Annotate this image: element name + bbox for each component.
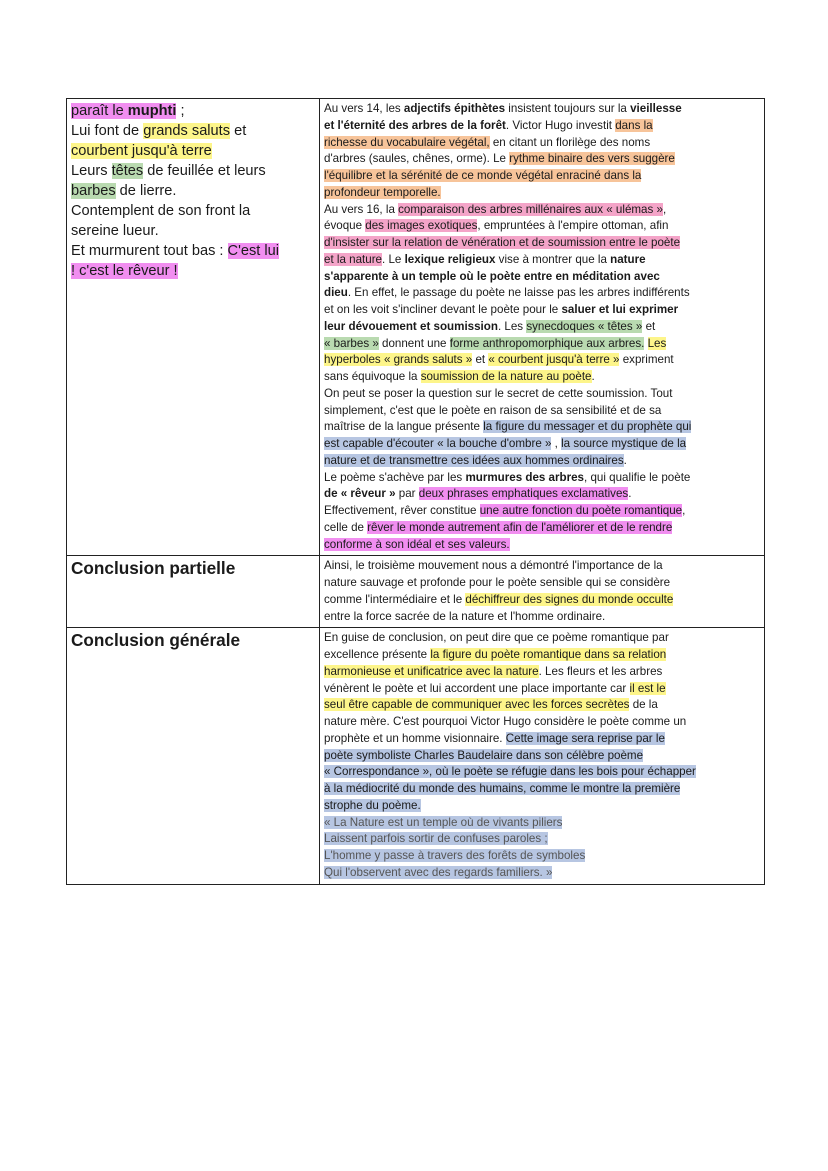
partial-conclusion-text	[324, 558, 760, 625]
general-conclusion-heading: Conclusion générale	[67, 628, 320, 884]
text-line	[324, 151, 760, 168]
text-run: nature sauvage et profonde pour le poète sensible qui se considère	[324, 576, 671, 589]
text-line	[324, 865, 760, 882]
text-line	[324, 319, 760, 336]
text-line	[324, 168, 760, 185]
text-line	[71, 181, 315, 201]
highlighted-text: des images exotiques	[365, 219, 478, 233]
highlighted-text: barbes	[71, 183, 116, 199]
text-run: Et murmurent tout bas :	[71, 243, 228, 259]
text-run: saluer et lui exprimer	[561, 303, 679, 316]
highlighted-text: conforme à son idéal et ses valeurs.	[324, 537, 510, 551]
highlighted-text: « Correspondance », où le poète se réfugie dans les bois pour échapper	[324, 765, 696, 779]
text-line	[324, 630, 760, 647]
highlighted-text: rêver le monde autrement afin de l'améliorer et de le rendre	[367, 520, 673, 534]
text-run: . Les fleurs et les arbres	[538, 664, 663, 678]
highlighted-text: l'équilibre et la sérénité de ce monde végétal enraciné dans la	[324, 169, 642, 182]
text-line	[324, 681, 760, 698]
text-run: Lui font de	[71, 123, 144, 139]
text-run: simplement, c'est que le poète en raison de sa sensibilité et de sa	[324, 403, 662, 417]
text-line	[324, 369, 760, 386]
highlighted-text: grands saluts	[143, 123, 231, 139]
text-run: et on les voit s'incliner devant le poète pour le	[324, 303, 562, 316]
highlighted-text: Laissent parfois sortir de confuses paroles ;	[324, 832, 548, 846]
text-run: de lierre.	[115, 183, 177, 199]
text-line	[324, 486, 760, 503]
highlighted-text: courbent jusqu'à terre	[71, 143, 212, 159]
text-run: vieillesse	[630, 102, 682, 115]
highlighted-text: profondeur temporelle.	[324, 185, 441, 199]
highlighted-text: dans la	[615, 118, 653, 132]
highlighted-text: une autre fonction du poète romantique	[479, 504, 683, 517]
text-line	[71, 221, 315, 241]
highlighted-text: poète symboliste Charles Baudelaire dans son célèbre poème	[324, 748, 644, 762]
text-line	[71, 121, 315, 141]
text-line	[324, 558, 760, 575]
text-run: donnent une	[378, 336, 450, 350]
text-run: prophète et un homme visionnaire.	[324, 731, 506, 745]
partial-conclusion-cell	[320, 556, 765, 628]
text-run: et	[472, 353, 489, 367]
highlighted-text: L'homme y passe à travers des forêts de symboles	[324, 849, 586, 862]
text-line	[324, 697, 760, 714]
text-line	[71, 101, 315, 121]
text-line	[324, 731, 760, 748]
text-run: et l'éternité des arbres de la forêt	[324, 118, 506, 132]
text-run: ,	[662, 202, 667, 216]
highlighted-text: richesse du vocabulaire végétal,	[324, 135, 490, 149]
text-line	[324, 537, 760, 554]
text-run: insistent toujours sur la	[505, 102, 631, 115]
table-row	[67, 628, 765, 884]
highlighted-text: Cette image sera reprise par le	[505, 731, 665, 745]
text-run: , empruntées à l'empire ottoman, afin	[477, 219, 669, 233]
text-run: En guise de conclusion, on peut dire que ce poème romantique par	[324, 631, 669, 645]
text-run: Leurs	[71, 163, 112, 179]
text-line	[324, 218, 760, 235]
text-run: On peut se poser la question sur le secret de cette soumission. Tout	[324, 386, 673, 400]
highlighted-text: C'est lui	[227, 243, 279, 259]
highlighted-text: « barbes »	[324, 336, 379, 350]
highlighted-text: la figure du poète romantique dans sa relation	[430, 648, 667, 661]
text-line	[324, 647, 760, 664]
poem-excerpt-cell	[67, 99, 320, 556]
text-run: celle de	[324, 520, 368, 534]
highlighted-text: harmonieuse et unificatrice avec la nature	[324, 664, 539, 678]
text-line	[324, 285, 760, 302]
text-run: sans équivoque la	[324, 370, 421, 383]
text-line	[324, 470, 760, 487]
text-run: s'apparente à un temple où le poète entre en méditation avec	[324, 269, 660, 283]
highlighted-text: muphti	[127, 103, 177, 119]
highlighted-text: à la médiocrité du monde des humains, comme le montre la première	[324, 782, 681, 795]
highlighted-text: « courbent jusqu'à terre »	[488, 353, 620, 367]
general-conclusion-cell	[320, 628, 765, 884]
text-line	[324, 235, 760, 252]
text-run: ,	[682, 504, 686, 517]
highlighted-text: déchiffreur des signes du monde occulte	[465, 592, 674, 606]
text-run: expriment	[619, 353, 674, 367]
text-run: sereine lueur.	[71, 223, 159, 239]
text-run: Effectivement, rêver constitue	[324, 504, 480, 517]
table-row	[67, 556, 765, 628]
text-run: ;	[176, 103, 185, 119]
text-line	[324, 436, 760, 453]
text-line	[324, 101, 760, 118]
text-line	[324, 269, 760, 286]
text-run: Le poème s'achève par les	[324, 470, 466, 484]
table-row	[67, 99, 765, 556]
highlighted-text: strophe du poème.	[324, 798, 421, 812]
highlighted-text: « La Nature est un temple où de vivants piliers	[324, 815, 563, 829]
text-line	[324, 252, 760, 269]
text-run: évoque	[324, 219, 366, 233]
text-line	[324, 403, 760, 420]
text-run: et	[642, 319, 656, 333]
highlighted-text: hyperboles « grands saluts »	[324, 353, 473, 367]
highlighted-text: Qui l'observent avec des regards familiers. »	[324, 865, 553, 879]
general-conclusion-text	[324, 630, 760, 881]
highlighted-text: d'insister sur la relation de vénération et de soumission entre le poète	[324, 236, 681, 249]
poem-excerpt	[71, 101, 315, 281]
text-line	[324, 764, 760, 781]
text-run: Au vers 14, les	[324, 102, 404, 115]
text-run: , qui qualifie le poète	[584, 470, 691, 484]
highlighted-text: la figure du messager et du prophète qui	[483, 420, 692, 434]
text-run: nature	[610, 252, 646, 266]
text-run: murmures des arbres	[465, 470, 585, 484]
text-line	[324, 503, 760, 520]
highlighted-text: nature et de transmettre ces idées aux hommes ordinaires	[324, 453, 624, 467]
highlighted-text: deux phrases emphatiques exclamatives	[418, 487, 629, 501]
text-line	[324, 848, 760, 865]
highlighted-text: comparaison des arbres millénaires aux « ulémas »	[398, 202, 663, 216]
text-run: en citant un florilège des noms	[489, 135, 651, 149]
partial-conclusion-heading: Conclusion partielle	[67, 556, 320, 628]
text-run: .	[623, 453, 627, 467]
text-line	[71, 261, 315, 281]
text-line	[324, 386, 760, 403]
text-line	[71, 241, 315, 261]
text-run: ,	[551, 437, 562, 450]
highlighted-text: est capable d'écouter « la bouche d'ombre »	[324, 437, 552, 450]
text-line	[324, 419, 760, 436]
text-run: d'arbres (saules, chênes, orme). Le	[324, 152, 510, 166]
text-line	[324, 118, 760, 135]
text-run: leur dévouement et soumission	[324, 319, 498, 333]
text-run: dieu	[324, 286, 348, 300]
text-line	[71, 161, 315, 181]
text-run: de feuillée et leurs	[143, 163, 266, 179]
text-line	[324, 664, 760, 681]
text-run: Ainsi, le troisième mouvement nous a démontré l'importance de la	[324, 559, 663, 573]
text-run: entre la force sacrée de la nature et l'homme ordinaire.	[324, 609, 606, 623]
highlighted-text: Les	[647, 336, 667, 350]
text-line	[71, 201, 315, 221]
text-line	[324, 592, 760, 609]
text-line	[324, 714, 760, 731]
text-run: Contemplent de son front la	[71, 203, 251, 219]
highlighted-text: soumission de la nature au poète	[420, 370, 592, 383]
text-run: maîtrise de la langue présente	[324, 420, 484, 434]
analysis-table	[66, 98, 765, 885]
highlighted-text: la source mystique de la	[561, 437, 687, 450]
highlighted-text: forme anthropomorphique aux arbres.	[449, 336, 645, 350]
analysis-cell	[320, 99, 765, 556]
text-line	[324, 302, 760, 319]
text-line	[324, 575, 760, 592]
text-line	[324, 748, 760, 765]
text-line	[324, 781, 760, 798]
text-run: . Le	[382, 252, 405, 266]
text-line	[324, 453, 760, 470]
highlighted-text: il est le	[629, 681, 666, 695]
highlighted-text: et la nature	[324, 252, 383, 266]
text-run: par	[395, 487, 419, 501]
text-line	[324, 336, 760, 353]
text-run: vise à montrer que la	[495, 252, 611, 266]
text-line	[324, 831, 760, 848]
text-run: . Les	[497, 319, 527, 333]
analysis-text	[324, 101, 760, 553]
text-run: nature mère. C'est pourquoi Victor Hugo considère le poète comme un	[324, 715, 687, 728]
highlighted-text: seul être capable de communiquer avec les forces secrètes	[324, 698, 630, 712]
text-line	[324, 815, 760, 832]
text-run: excellence présente	[324, 648, 431, 661]
text-run: vénèrent le poète et lui accordent une place importante car	[324, 681, 630, 695]
text-line	[324, 520, 760, 537]
text-run: de la	[629, 698, 658, 712]
text-line	[324, 609, 760, 626]
text-line	[324, 352, 760, 369]
text-run: et	[230, 123, 247, 139]
highlighted-text: ! c'est le rêveur !	[71, 263, 178, 279]
text-run: .	[591, 370, 595, 383]
text-run: lexique religieux	[404, 252, 496, 266]
highlighted-text: têtes	[111, 163, 144, 179]
text-run: adjectifs épithètes	[403, 102, 506, 115]
text-run: .	[628, 487, 632, 501]
text-run: comme l'intermédiaire et le	[324, 592, 466, 606]
text-run: . En effet, le passage du poète ne laisse pas les arbres indifférents	[347, 286, 690, 300]
text-line	[324, 202, 760, 219]
text-run: . Victor Hugo investit	[505, 118, 616, 132]
text-run: de « rêveur »	[324, 487, 396, 501]
highlighted-text: rythme binaire des vers suggère	[509, 152, 675, 166]
text-line	[324, 798, 760, 815]
text-run: Au vers 16, la	[324, 202, 399, 216]
highlighted-text: synecdoques « têtes »	[526, 319, 643, 333]
text-line	[324, 185, 760, 202]
text-line	[324, 135, 760, 152]
highlighted-text: paraît le	[71, 103, 128, 119]
text-line	[71, 141, 315, 161]
